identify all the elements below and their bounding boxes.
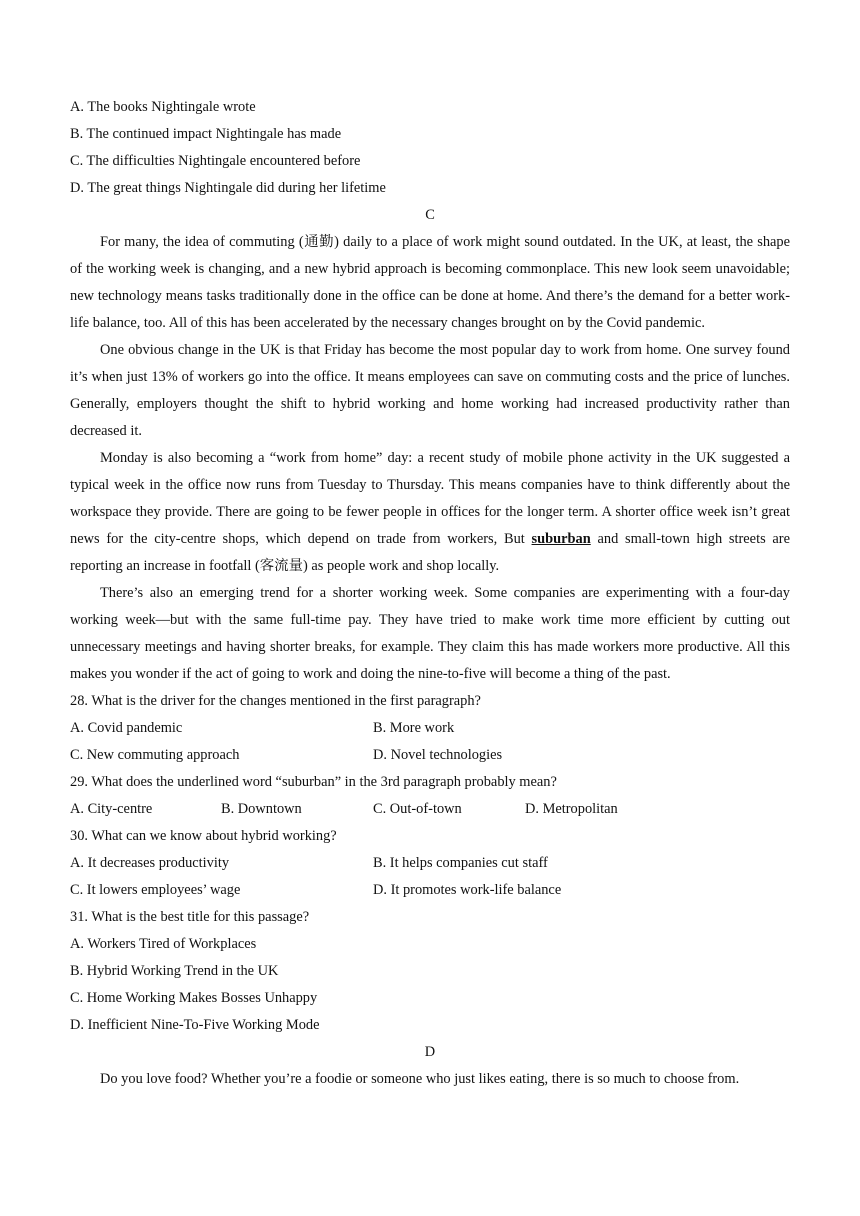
question-29 [70, 769, 790, 823]
question-stem: 30. What can we know about hybrid working? [70, 828, 337, 844]
option-b: B. It helps companies cut staff [373, 855, 548, 871]
question-31 [70, 904, 790, 1039]
option-a: A. The books Nightingale wrote [70, 99, 256, 115]
question-stem: 29. What does the underlined word “suburban” in the 3rd paragraph probably mean? [70, 774, 557, 790]
question-28 [70, 688, 790, 769]
section-c-paragraph-2: One obvious change in the UK is that Friday has become the most popular day to work from home. One survey found it’s when just 13% of workers go into the office. It means employees can save on commuting costs and the price of lunches. Generally, employers thought the shift to hybrid working and home working had increased productivity rather than decreased it. [70, 342, 790, 439]
previous-question-options [70, 94, 790, 202]
paragraph-3-text-before: Monday is also becoming a “work from home” day: a recent study of mobile phone activity in the UK suggested a typical week in the office now runs from Tuesday to Thursday. This means companies have to think differently about the workspace they provide. There are going to be fewer people in offices for the longer term. A shorter office week isn’t great news for the city-centre shops, which depend on trade from workers, But [70, 450, 790, 547]
section-d-clip [70, 1066, 790, 1093]
question-stem: 28. What is the driver for the changes mentioned in the first paragraph? [70, 693, 481, 709]
option-c: C. It lowers employees’ wage [70, 882, 241, 898]
options-row [70, 796, 790, 823]
question-30 [70, 823, 790, 904]
section-d-heading: D [424, 1044, 436, 1060]
option-c: C. Out-of-town [373, 801, 462, 817]
option-a: A. Covid pandemic [70, 720, 183, 736]
option-d: D. Inefficient Nine-To-Five Working Mode [70, 1017, 320, 1033]
option-b: B. More work [373, 720, 455, 736]
option-b: B. The continued impact Nightingale has made [70, 126, 342, 142]
option-b: B. Hybrid Working Trend in the UK [70, 963, 279, 979]
option-d: D. Novel technologies [373, 747, 503, 763]
question-stem: 31. What is the best title for this passage? [70, 909, 310, 925]
option-d: D. It promotes work-life balance [373, 882, 562, 898]
section-d-paragraph-1: Do you love food? Whether you’re a foodie or someone who just likes eating, there is so much to choose from. [100, 1071, 740, 1087]
option-c: C. Home Working Makes Bosses Unhappy [70, 990, 318, 1006]
section-c-heading: C [425, 207, 435, 223]
document-page [70, 94, 790, 1093]
option-d: D. Metropolitan [525, 801, 618, 817]
options-row [70, 742, 790, 769]
option-a: A. Workers Tired of Workplaces [70, 936, 257, 952]
options-row [70, 715, 790, 742]
option-a: A. City-centre [70, 801, 153, 817]
section-c-paragraph-3 [70, 445, 790, 580]
options-row [70, 850, 790, 877]
option-c: C. The difficulties Nightingale encountered before [70, 153, 361, 169]
section-c-paragraph-4: There’s also an emerging trend for a shorter working week. Some companies are experimenting with a four-day working week—but with the same full-time pay. They have tried to make work time more efficient by cutting out unnecessary meetings and having shorter breaks, for example. They claim this has made workers more productive. All this makes you wonder if the act of going to work and doing the nine-to-five will become a thing of the past. [70, 585, 790, 682]
options-row [70, 877, 790, 904]
option-c: C. New commuting approach [70, 747, 240, 763]
section-c-paragraph-1: For many, the idea of commuting (通勤) daily to a place of work might sound outdated. In the UK, at least, the shape of the working week is changing, and a new hybrid approach is becoming commonplace. This new look seem unavoidable; new technology means tasks traditionally done in the office can be done at home. And there’s the demand for a better work-life balance, too. All of this has been accelerated by the necessary changes brought on by the Covid pandemic. [70, 234, 790, 331]
paragraph-3-text-after: and small-town high streets are reporting an increase in footfall (客流量) as people work and shop locally. [70, 531, 790, 574]
underlined-word-suburban: suburban [531, 531, 591, 547]
option-d: D. The great things Nightingale did during her lifetime [70, 180, 386, 196]
option-a: A. It decreases productivity [70, 855, 230, 871]
option-b: B. Downtown [221, 801, 302, 817]
